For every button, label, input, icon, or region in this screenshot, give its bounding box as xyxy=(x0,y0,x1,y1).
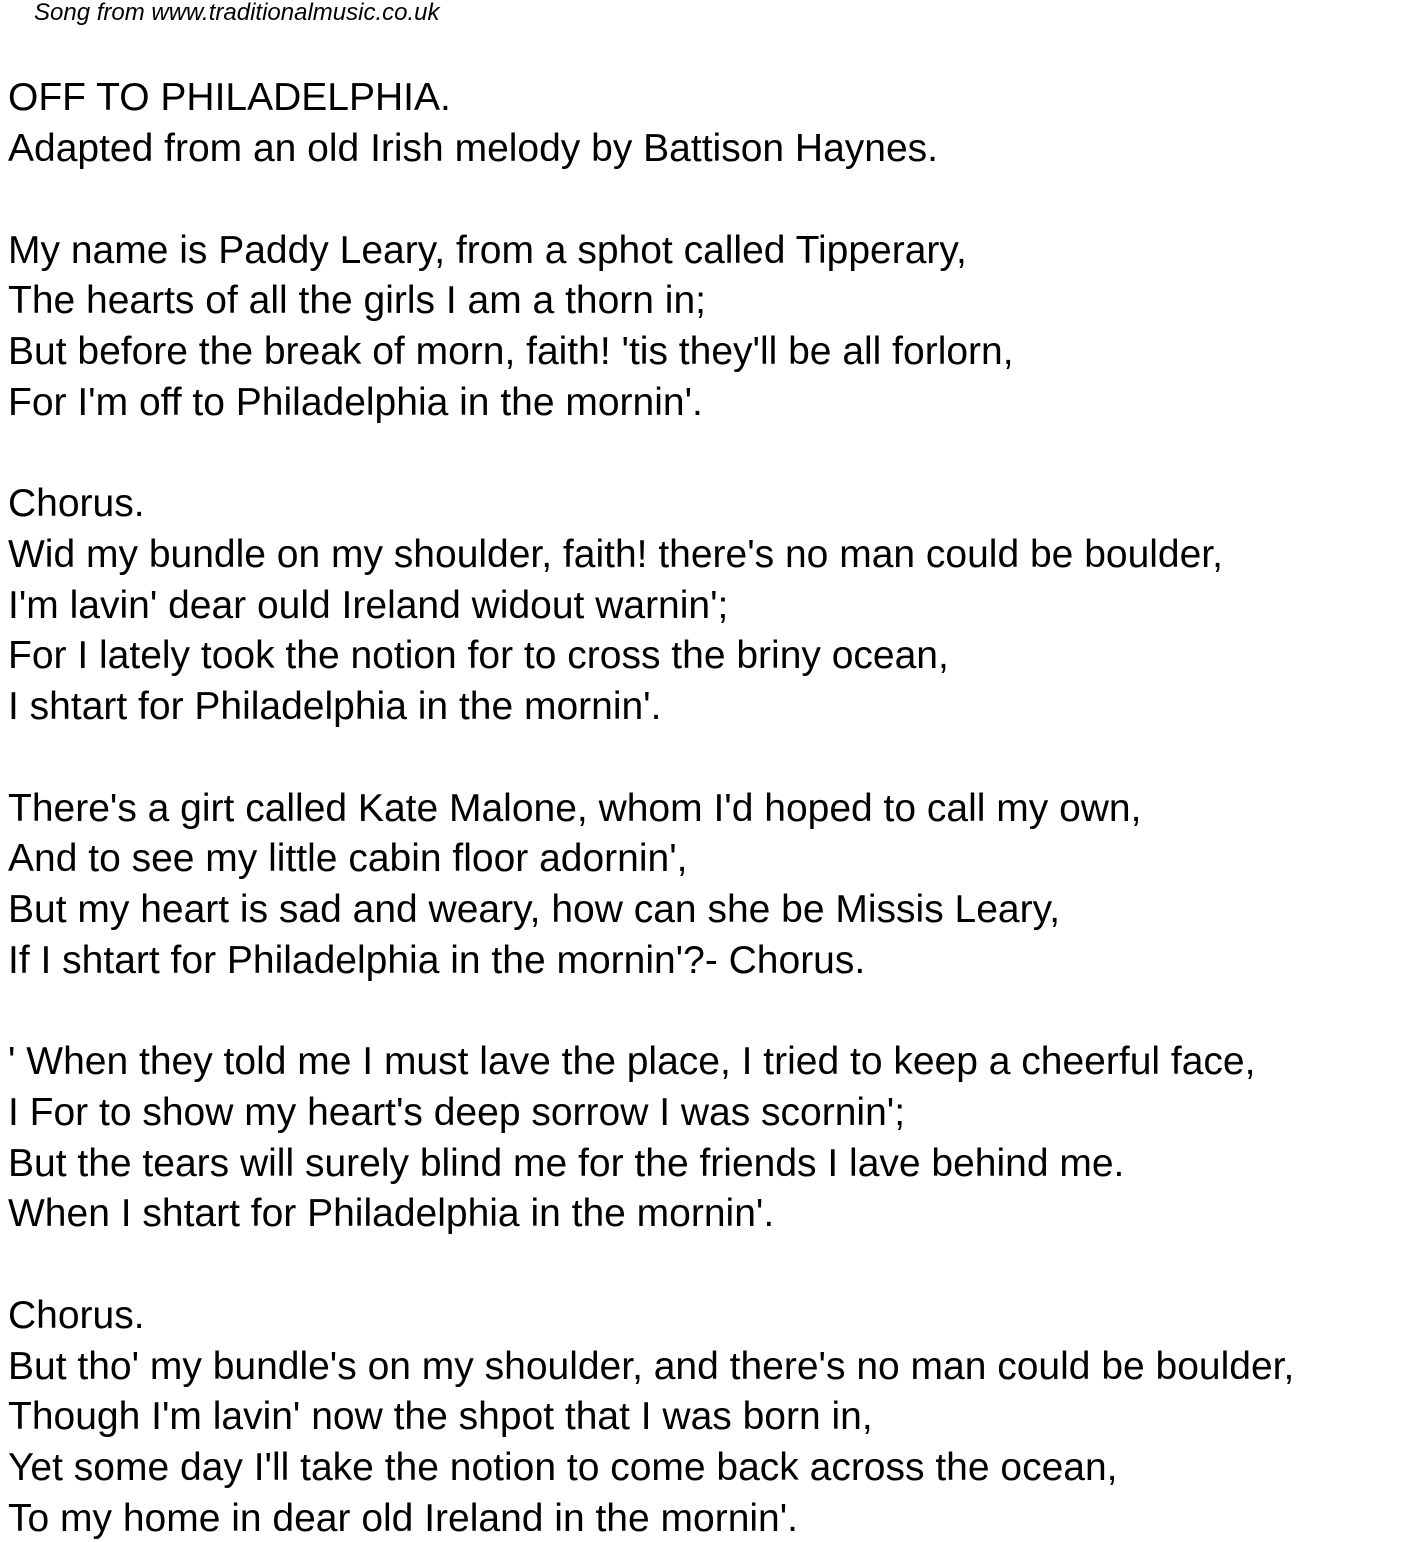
source-line: Song from www.traditionalmusic.co.uk xyxy=(34,0,440,26)
chorus-1-line-3: For I lately took the notion for to cross the briny ocean, xyxy=(8,634,949,677)
verse-1-line-4: For I'm off to Philadelphia in the mornin'. xyxy=(8,381,703,424)
verse-3-line-2: I For to show my heart's deep sorrow I was scornin'; xyxy=(8,1091,906,1134)
chorus-2-line-4: To my home in dear old Ireland in the mornin'. xyxy=(8,1497,799,1540)
verse-2-line-3: But my heart is sad and weary, how can she be Missis Leary, xyxy=(8,888,1061,931)
verse-2-line-1: There's a girt called Kate Malone, whom I'd hoped to call my own, xyxy=(8,787,1142,830)
chorus-1-line-4: I shtart for Philadelphia in the mornin'. xyxy=(8,685,662,728)
chorus-2-line-2: Though I'm lavin' now the shpot that I was born in, xyxy=(8,1395,873,1438)
verse-1-line-2: The hearts of all the girls I am a thorn in; xyxy=(8,279,707,322)
verse-3-line-1: ' When they told me I must lave the place, I tried to keep a cheerful face, xyxy=(8,1040,1256,1083)
chorus-1-line-2: I'm lavin' dear ould Ireland widout warnin'; xyxy=(8,584,729,627)
verse-2-line-2: And to see my little cabin floor adornin', xyxy=(8,837,688,880)
verse-1-line-1: My name is Paddy Leary, from a sphot called Tipperary, xyxy=(8,229,967,272)
chorus-2-line-3: Yet some day I'll take the notion to come back across the ocean, xyxy=(8,1446,1118,1489)
verse-3-line-3: But the tears will surely blind me for the friends I lave behind me. xyxy=(8,1142,1125,1185)
song-subtitle: Adapted from an old Irish melody by Battison Haynes. xyxy=(8,127,938,170)
verse-1-line-3: But before the break of morn, faith! 'tis they'll be all forlorn, xyxy=(8,330,1014,373)
chorus-2-line-1: But tho' my bundle's on my shoulder, and there's no man could be boulder, xyxy=(8,1345,1295,1388)
verse-3-line-4: When I shtart for Philadelphia in the mornin'. xyxy=(8,1192,775,1235)
chorus-1-line-1: Wid my bundle on my shoulder, faith! there's no man could be boulder, xyxy=(8,533,1223,576)
chorus-2-heading: Chorus. xyxy=(8,1294,145,1337)
verse-2-line-4: If I shtart for Philadelphia in the mornin'?- Chorus. xyxy=(8,939,866,982)
song-title: OFF TO PHILADELPHIA. xyxy=(8,76,451,119)
chorus-1-heading: Chorus. xyxy=(8,482,145,525)
